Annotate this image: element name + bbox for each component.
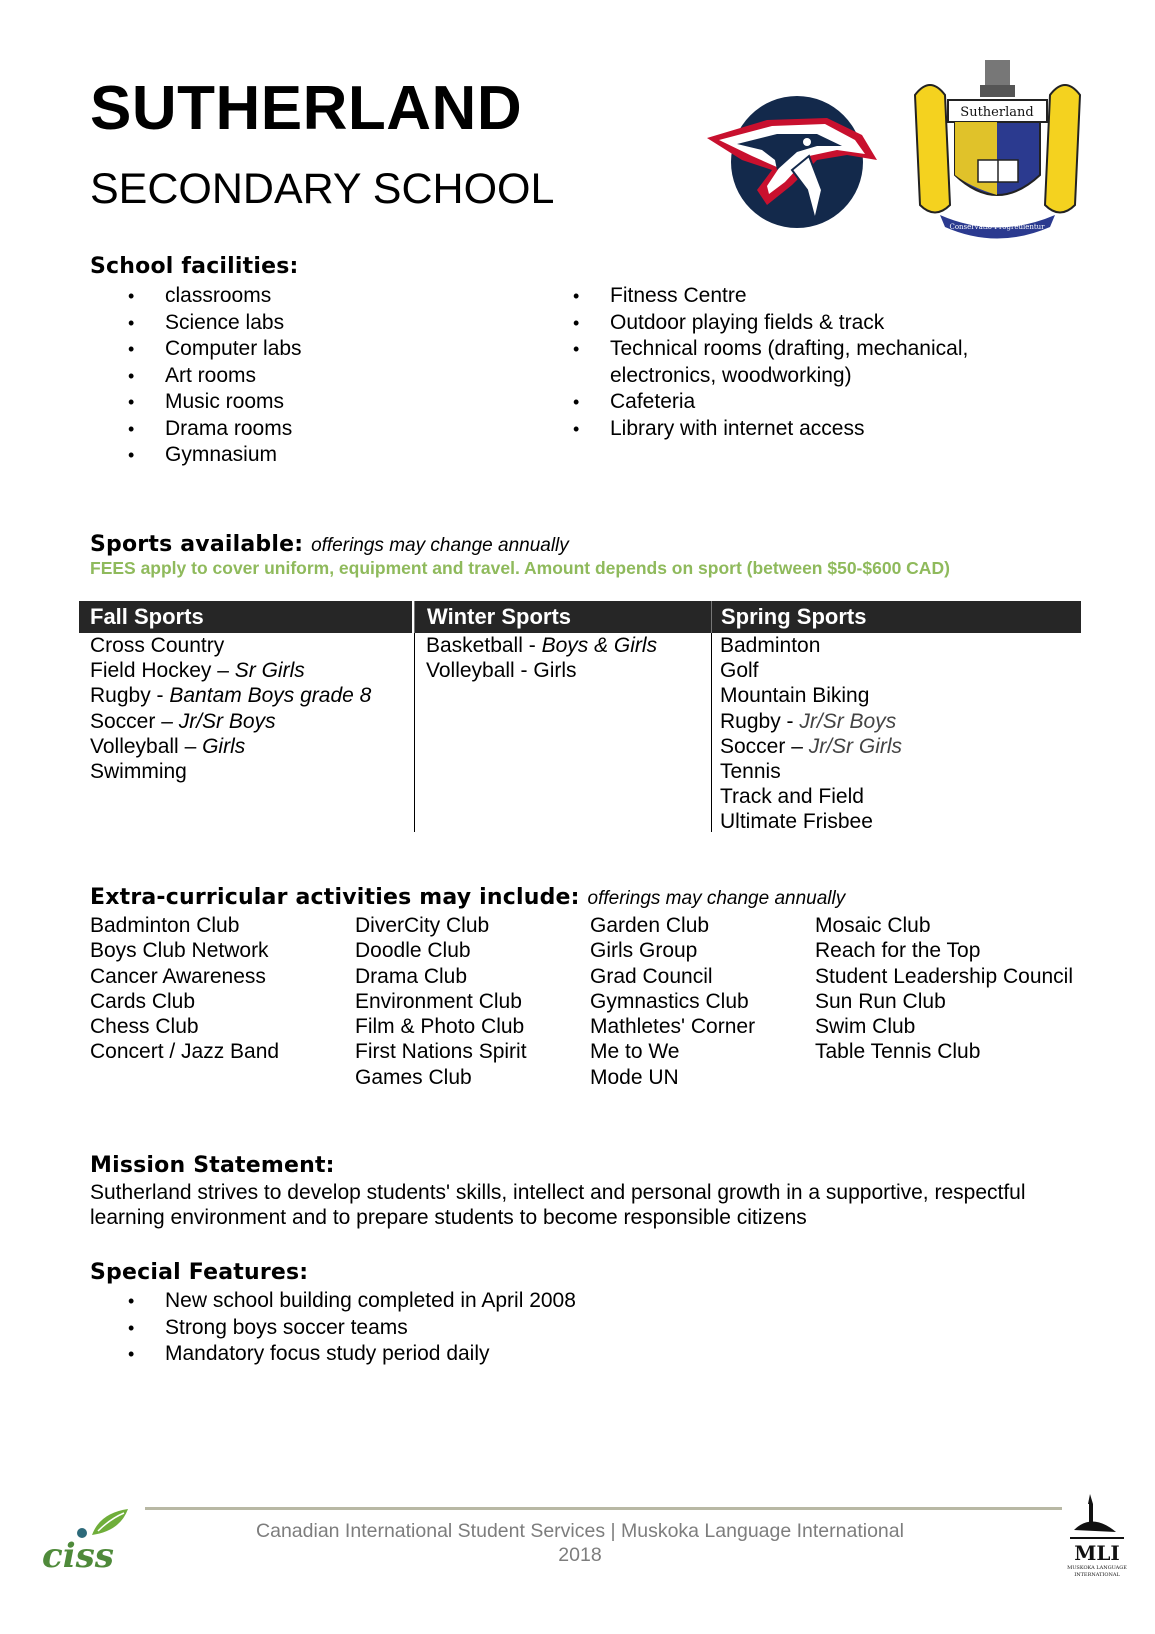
clubs-column [90, 913, 279, 1065]
sports-table [79, 601, 1079, 832]
sport-separator: - [522, 634, 542, 657]
sports-note: offerings may change annually [311, 535, 569, 556]
facility-item: • Technical rooms (drafting, mechanical, electronics, woodworking) [535, 336, 1055, 389]
sport-group: Jr/Sr Girls [808, 734, 903, 758]
sport-name: Soccer [90, 709, 156, 733]
special-features-heading: Special Features: [90, 1260, 309, 1285]
extracurricular-heading [90, 885, 845, 910]
clubs-column [590, 913, 755, 1090]
club-item: Mode UN [590, 1065, 679, 1089]
sport-name: Ultimate Frisbee [720, 810, 873, 834]
sport-item [90, 683, 371, 708]
club-item: Sun Run Club [815, 989, 946, 1013]
facilities-heading: School facilities: [90, 254, 299, 279]
club-item: Grad Council [590, 964, 713, 988]
winter-sports-header: Winter Sports [414, 601, 711, 633]
sutherland-crest-logo [910, 55, 1085, 240]
sport-separator: - [780, 709, 800, 733]
clubs-column [815, 913, 1073, 1065]
sport-item [720, 759, 902, 784]
club-item: Environment Club [355, 989, 522, 1013]
club-item: Boys Club Network [90, 939, 269, 963]
special-feature-item: • New school building completed in April 2008 [90, 1288, 890, 1315]
sport-name: Rugby [90, 684, 151, 708]
sabre-mascot-logo [697, 90, 887, 235]
facility-item: • Computer labs [90, 336, 550, 363]
sport-name: Rugby [720, 709, 781, 733]
sport-group: Jr/Sr Boys [799, 709, 897, 733]
page-subtitle: SECONDARY SCHOOL [90, 165, 555, 213]
fall-sports-list [90, 633, 371, 832]
sport-separator: – [178, 734, 203, 758]
club-item: Me to We [590, 1040, 680, 1064]
sport-separator: – [785, 734, 809, 758]
sport-separator: – [155, 709, 179, 733]
special-features-list [90, 1288, 890, 1368]
extracurricular-heading-label: Extra-curricular activities may include: [90, 885, 580, 910]
mli-logo-text: MLI [1074, 1541, 1120, 1565]
spring-sports-list [720, 633, 902, 832]
sport-name: Volleyball - Girls [426, 659, 577, 683]
club-item: Mathletes' Corner [590, 1015, 756, 1039]
club-item: Cancer Awareness [90, 964, 266, 988]
sport-group: Boys & Girls [541, 634, 658, 657]
mli-logo-sub2: INTERNATIONAL [1074, 1572, 1120, 1578]
sport-name: Swimming [90, 760, 187, 784]
club-item: Doodle Club [355, 939, 471, 963]
club-item: Games Club [355, 1065, 472, 1089]
column-divider [711, 633, 712, 832]
sports-heading [90, 532, 569, 557]
sport-separator: – [211, 659, 235, 683]
club-item: DiverCity Club [355, 914, 490, 937]
extracurricular-note: offerings may change annually [587, 888, 846, 909]
sport-name: Tennis [720, 760, 781, 784]
club-item: Swim Club [815, 1015, 916, 1039]
sport-item [720, 633, 902, 658]
club-item: Gymnastics Club [590, 989, 749, 1013]
page-title: SUTHERLAND [90, 74, 523, 143]
sports-heading-label: Sports available: [90, 532, 304, 557]
sport-item [426, 633, 657, 658]
spring-sports-header: Spring Sports [711, 601, 1081, 633]
sport-name: Golf [720, 659, 759, 683]
column-divider [414, 633, 415, 832]
club-item: Garden Club [590, 914, 710, 937]
fall-sports-header: Fall Sports [79, 601, 412, 633]
sport-name: Soccer [720, 734, 786, 758]
club-item: Table Tennis Club [815, 1040, 981, 1064]
footer-divider [145, 1507, 1062, 1510]
footer-organizations: Canadian International Student Services | Muskoka Language International [256, 1520, 904, 1542]
sport-name: Badminton [720, 634, 821, 657]
sport-item [90, 633, 371, 658]
sport-item [720, 734, 902, 759]
sport-name: Basketball [426, 634, 523, 657]
sport-separator: - [150, 684, 170, 708]
sport-item [720, 709, 902, 734]
special-feature-item: • Strong boys soccer teams [90, 1315, 890, 1342]
club-item: Badminton Club [90, 914, 240, 937]
club-item: Mosaic Club [815, 914, 931, 937]
club-item: Cards Club [90, 989, 196, 1013]
club-item: Girls Group [590, 939, 698, 963]
clubs-column [355, 913, 527, 1090]
sport-name: Field Hockey [90, 659, 212, 683]
club-item: Film & Photo Club [355, 1015, 525, 1039]
sport-item [426, 658, 657, 683]
sport-item [720, 658, 902, 683]
club-item: Concert / Jazz Band [90, 1040, 280, 1064]
club-item: First Nations Spirit [355, 1040, 527, 1064]
sport-group: Bantam Boys grade 8 [169, 684, 372, 708]
sport-item [90, 709, 371, 734]
footer-year: 2018 [558, 1544, 602, 1566]
sport-name: Track and Field [720, 785, 864, 809]
facility-item: • Cafeteria [535, 389, 1055, 416]
fees-note: FEES apply to cover uniform, equipment and travel. Amount depends on sport (between $50-$600 CAD) [90, 558, 950, 578]
facility-item: • Science labs [90, 310, 550, 337]
sport-group: Girls [202, 734, 246, 758]
sport-item [720, 784, 902, 809]
sport-item [720, 809, 902, 834]
facility-item: • Library with internet access [535, 416, 1055, 443]
mli-logo [1060, 1490, 1135, 1578]
ciss-logo [40, 1505, 145, 1573]
club-item: Chess Club [90, 1015, 199, 1039]
facility-item: • Art rooms [90, 363, 550, 390]
footer-text [225, 1519, 935, 1567]
mission-heading: Mission Statement: [90, 1153, 335, 1178]
sport-group: Jr/Sr Boys [178, 709, 276, 733]
mission-text: Sutherland strives to develop students' skills, intellect and personal growth in a supportive, respectful learning environment and to prepare students to become responsible citizens [90, 1181, 1026, 1229]
winter-sports-list [426, 633, 657, 832]
sport-name: Mountain Biking [720, 684, 870, 708]
sport-item [90, 734, 371, 759]
ciss-logo-text: ciss [42, 1536, 114, 1573]
club-item: Drama Club [355, 964, 468, 988]
special-feature-item: • Mandatory focus study period daily [90, 1341, 890, 1368]
facility-item: • Outdoor playing fields & track [535, 310, 1055, 337]
facilities-list-left [90, 283, 550, 469]
facilities-list-right [535, 283, 1055, 442]
crest-banner-text: Sutherland [960, 105, 1034, 120]
facility-item: • Fitness Centre [535, 283, 1055, 310]
club-item: Student Leadership Council [815, 964, 1074, 988]
club-item: Reach for the Top [815, 939, 981, 963]
facility-item: • Gymnasium [90, 442, 550, 469]
facility-item: • Drama rooms [90, 416, 550, 443]
sport-item [720, 683, 902, 708]
sport-group: Sr Girls [234, 659, 305, 683]
facility-item: • Music rooms [90, 389, 550, 416]
sport-item [90, 658, 371, 683]
sport-name: Volleyball [90, 734, 179, 758]
sport-item [90, 759, 371, 784]
mli-logo-sub1: MUSKOKA LANGUAGE [1067, 1565, 1127, 1571]
crest-motto-text: Conservatio Progredientur [949, 223, 1045, 231]
sport-name: Cross Country [90, 634, 225, 657]
facility-item: • classrooms [90, 283, 550, 310]
